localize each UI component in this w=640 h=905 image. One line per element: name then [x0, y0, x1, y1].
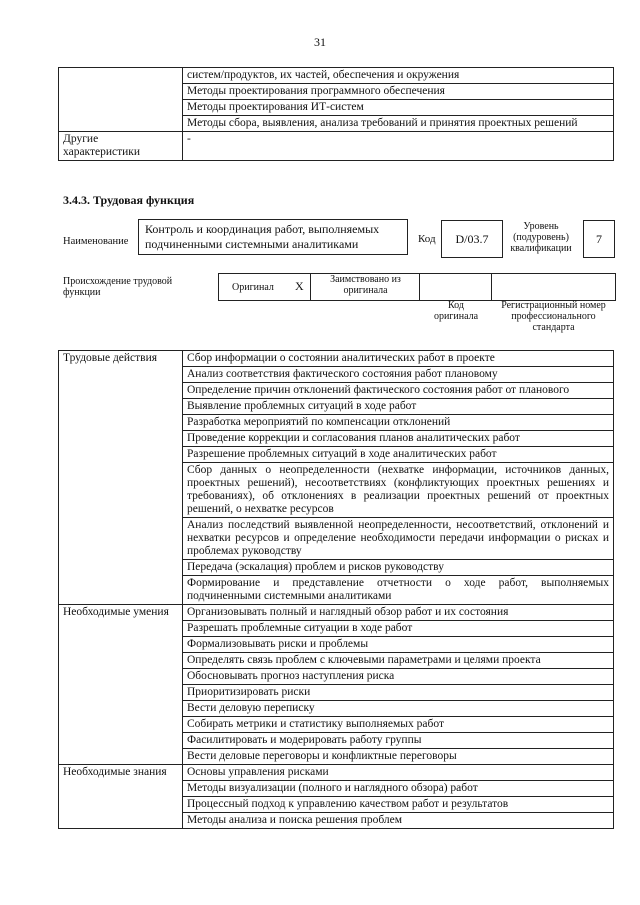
original-label: Оригинал — [232, 282, 274, 293]
section-item: Разрешать проблемные ситуации в ходе работ — [183, 621, 614, 637]
section-item: Процессный подход к управлению качеством работ и результатов — [183, 797, 614, 813]
other-characteristics-label: Другие характеристики — [59, 132, 183, 161]
table-row — [59, 765, 614, 781]
section-item: Определять связь проблем с ключевыми параметрами и целями проекта — [183, 653, 614, 669]
section-item: Фасилитировать и модерировать работу группы — [183, 733, 614, 749]
section-item: Обосновывать прогноз наступления риска — [183, 669, 614, 685]
divider — [491, 273, 492, 300]
top-label-cell — [59, 100, 183, 116]
section-item: Приоритизировать риски — [183, 685, 614, 701]
divider — [310, 273, 311, 300]
section-label: Необходимые умения — [59, 605, 183, 765]
section-item: Передача (эскалация) проблем и рисков руководству — [183, 560, 614, 576]
table-row — [59, 605, 614, 621]
name-label: Наименование — [63, 236, 129, 247]
origin-label: Происхождение трудовой функции — [63, 276, 173, 298]
section-item: Формирование и представление отчетности о ходе работ, выполняемых подчиненными системными аналитиками — [183, 576, 614, 605]
function-name: Контроль и координация работ, выполняемых подчиненными системными аналитиками — [138, 219, 408, 255]
section-item: Сбор данных о неопределенности (нехватке информации, источников данных, проектных решений), несоответствиях (конфликтующих проектных решениях и требованиях), об отклонениях в реализации проектных решений от проектных решений, о нехватке ресурсов — [183, 463, 614, 518]
table-row — [59, 351, 614, 367]
section-item: Методы анализа и поиска решения проблем — [183, 813, 614, 829]
qualification-level: 7 — [583, 220, 615, 258]
section-item: Анализ последствий выявленной неопределенности, несоответствий, отклонений и нехватки ресурсов и определение необходимости передачи информации о рисках и проблемах руководству — [183, 518, 614, 560]
reg-number-label: Регистрационный номер профессионального стандарта — [501, 300, 606, 333]
section-item: Вести деловые переговоры и конфликтные переговоры — [183, 749, 614, 765]
original-mark: X — [295, 279, 304, 293]
top-row: Методы проектирования программного обеспечения — [183, 84, 614, 100]
section-item: Сбор информации о состоянии аналитических работ в проекте — [183, 351, 614, 367]
section-item: Основы управления рисками — [183, 765, 614, 781]
section-item: Вести деловую переписку — [183, 701, 614, 717]
section-item: Организовывать полный и наглядный обзор работ и их состояния — [183, 605, 614, 621]
top-row: систем/продуктов, их частей, обеспечения и окружения — [183, 68, 614, 84]
section-item: Формализовывать риски и проблемы — [183, 637, 614, 653]
other-characteristics-value: - — [183, 132, 614, 161]
top-label-cell — [59, 84, 183, 100]
section-item: Выявление проблемных ситуаций в ходе работ — [183, 399, 614, 415]
top-row: Методы сбора, выявления, анализа требований и принятия проектных решений — [183, 116, 614, 132]
divider — [419, 273, 420, 300]
section-item: Разработка мероприятий по компенсации отклонений — [183, 415, 614, 431]
section-item: Проведение коррекции и согласования планов аналитических работ — [183, 431, 614, 447]
section-item: Анализ соответствия фактического состояния работ плановому — [183, 367, 614, 383]
code-original-label: Код оригинала — [433, 300, 479, 322]
top-label-cell — [59, 116, 183, 132]
section-label: Необходимые знания — [59, 765, 183, 829]
main-table — [58, 350, 614, 829]
top-label-cell — [59, 68, 183, 84]
section-item: Собирать метрики и статистику выполняемых работ — [183, 717, 614, 733]
section-item: Определение причин отклонений фактического состояния работ от планового — [183, 383, 614, 399]
function-code: D/03.7 — [441, 220, 503, 258]
page-number: 31 — [314, 35, 326, 49]
section-title: 3.4.3. Трудовая функция — [63, 193, 195, 207]
code-label: Код — [418, 233, 436, 245]
top-row: Методы проектирования ИТ-систем — [183, 100, 614, 116]
borrowed-label: Заимствовано из оригинала — [330, 274, 401, 296]
section-label: Трудовые действия — [59, 351, 183, 605]
section-item: Разрешение проблемных ситуаций в ходе аналитических работ — [183, 447, 614, 463]
section-item: Методы визуализации (полного и наглядного обзора) работ — [183, 781, 614, 797]
level-label: Уровень (подуровень) квалификации — [510, 221, 572, 254]
top-table — [58, 67, 614, 161]
